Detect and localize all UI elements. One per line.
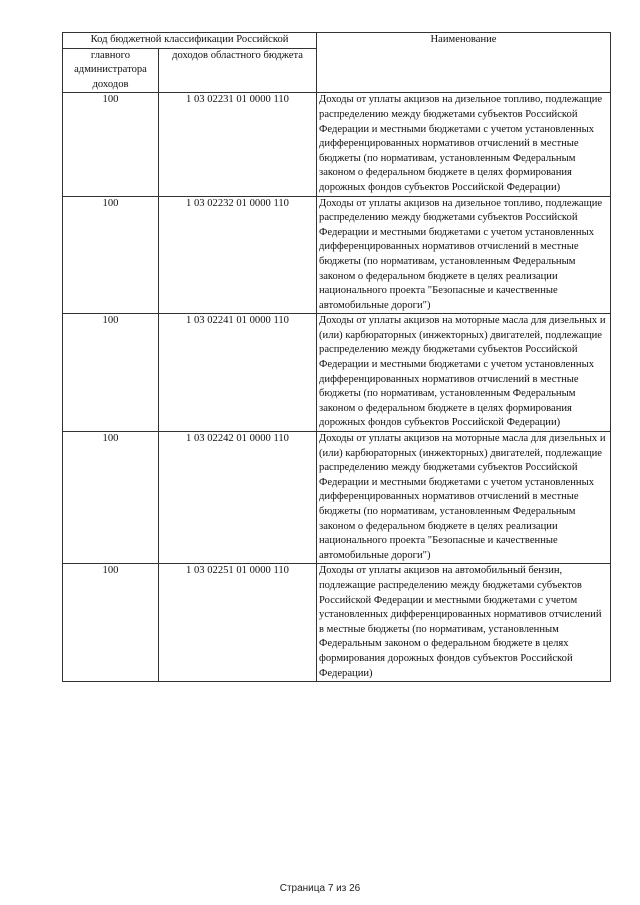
table-row (63, 432, 611, 564)
header-classification-group: Код бюджетной классификации Российской (63, 33, 317, 49)
budget-code-cell: 1 03 02251 01 0000 110 (159, 564, 317, 682)
header-income-column: доходов областного бюджета (159, 48, 317, 93)
table-row (63, 93, 611, 196)
admin-code-cell: 100 (63, 564, 159, 682)
budget-code-cell: 1 03 02231 01 0000 110 (159, 93, 317, 196)
table-header-row (63, 33, 611, 49)
income-name-cell: Доходы от уплаты акцизов на автомобильный бензин, подлежащие распределению между бюджетами субъектов Российской Федерации и местными бюджетами с учетом установленных дифференцированных нормативов отчислений в местные бюджеты (по нормативам, установленным Федеральным законом о федеральном бюджете в целях формирования дорожных фондов субъектов Российской Федерации) (317, 564, 611, 682)
income-name-cell: Доходы от уплаты акцизов на дизельное топливо, подлежащие распределению между бюджетами субъектов Российской Федерации и местными бюджетами с учетом установленных дифференцированных нормативов отчислений в местные бюджеты (по нормативам, установленным Федеральным законом о федеральном бюджете в целях формирования дорожных фондов субъектов Российской Федерации) (317, 93, 611, 196)
table-row (63, 564, 611, 682)
table-row (63, 196, 611, 314)
page-number: Страница 7 из 26 (279, 883, 361, 894)
admin-code-cell: 100 (63, 196, 159, 314)
table-row (63, 314, 611, 432)
admin-code-cell: 100 (63, 432, 159, 564)
budget-code-cell: 1 03 02232 01 0000 110 (159, 196, 317, 314)
header-name-column: Наименование (317, 33, 611, 93)
budget-code-cell: 1 03 02242 01 0000 110 (159, 432, 317, 564)
income-name-cell: Доходы от уплаты акцизов на моторные масла для дизельных и (или) карбюраторных (инжекторных) двигателей, подлежащие распределению между бюджетами субъектов Российской Федерации и местными бюджетами с учетом установленных дифференцированных нормативов отчислений в местные бюджеты (по нормативам, установленным Федеральным законом о федеральном бюджете в целях реализации национального проекта "Безопасные и качественные автомобильные дороги") (317, 432, 611, 564)
admin-code-cell: 100 (63, 93, 159, 196)
admin-code-cell: 100 (63, 314, 159, 432)
budget-classification-table (62, 32, 611, 682)
income-name-cell: Доходы от уплаты акцизов на дизельное топливо, подлежащие распределению между бюджетами субъектов Российской Федерации и местными бюджетами с учетом установленных дифференцированных нормативов отчислений в местные бюджеты (по нормативам, установленным Федеральным законом о федеральном бюджете в целях реализации национального проекта "Безопасные и качественные автомобильные дороги") (317, 196, 611, 314)
budget-code-cell: 1 03 02241 01 0000 110 (159, 314, 317, 432)
header-admin-column: главного администратора доходов (63, 48, 159, 93)
income-name-cell: Доходы от уплаты акцизов на моторные масла для дизельных и (или) карбюраторных (инжекторных) двигателей, подлежащие распределению между бюджетами субъектов Российской Федерации и местными бюджетами с учетом установленных дифференцированных нормативов отчислений в местные бюджеты (по нормативам, установленным Федеральным законом о федеральном бюджете в целях формирования дорожных фондов субъектов Российской Федерации) (317, 314, 611, 432)
